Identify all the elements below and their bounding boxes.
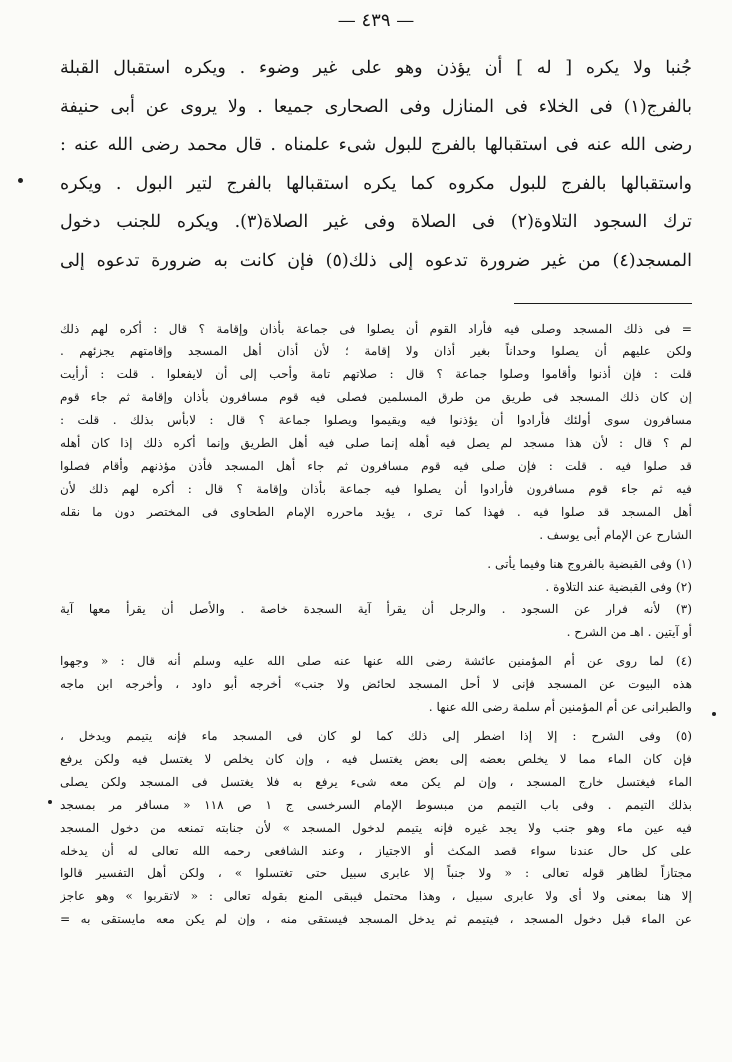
footnote-line: عن الماء قبل دخول المسجد ، فيتيمم ثم يدخل المسجد فيستقى منه ، وإن لم يكن معه مايستقى به = xyxy=(60,912,692,927)
footnote-line: بذلك التيمم . وفى باب التيمم من مبسوط الإمام السرخسى ج ١ ص ١١٨ « مسافر مر بمسجد xyxy=(60,797,692,812)
main-text-line: بالفرج(١) فى الخلاء فى المنازل وفى الصحارى جميعا . ولا يروى عن أبى حنيفة xyxy=(60,96,692,117)
book-page xyxy=(60,10,692,1050)
footnote-5 xyxy=(60,725,692,931)
footnote-line: قلت : فإن أذنوا وأقاموا وصلوا جماعة ؟ قال : صلاتهم تامة وأحب إلى أن لايفعلوا . قلت : أرأيت xyxy=(60,367,692,382)
footnote-line: ولكن عليهم أن يصلوا وحداناً بغير أذان ولا إقامة ؛ لأن أذان أهل المسجد وإقامتهم يجزئهم . xyxy=(60,344,692,359)
footnote-line: إن كان ذلك المسجد فى طريق من طرق المسلمين فصلى فيه قوم مسافرون بأذان وإقامة ثم جاء قوم xyxy=(60,390,692,405)
footnote-line: فيه عين ماء وهو جنب ولا يجد غيره فإنه يتيمم لدخول المسجد » لأن جنابته تمنعه من دخول المسجد xyxy=(60,820,692,835)
main-text-line: ترك السجود التلاوة(٢) فى الصلاة وفى غير الصلاة(٣). ويكره للجنب دخول xyxy=(60,212,692,233)
scan-speck xyxy=(48,800,52,804)
footnote-line: الماء فيغتسل خارج المسجد ، وإن لم يكن معه شىء يرفع به فلا يغتسل فى المسجد ولكن يصلى xyxy=(60,774,692,789)
footnote-line: أو آيتين . اهـ من الشرح . xyxy=(566,625,692,640)
footnote-line: والطبرانى عن أم المؤمنين أم سلمة رضى الله عنها . xyxy=(428,700,692,715)
footnote-line: (٥) وفى الشرح : إلا إذا اضطر إلى ذلك كما لو كان فى المسجد ماء فإنه يتيمم ويدخل ، xyxy=(60,728,692,743)
footnote-line: فيه ثم جاء قوم مسافرون فأرادوا أن يصلوا فيه جماعة بأذان وإقامة ؟ قال : أكره لهم ذلك لأن xyxy=(60,481,692,496)
main-text xyxy=(60,49,692,281)
footnote-line: أهل المسجد قد صلوا فيه . فهذا كما ترى ، يؤيد ماحرره الإمام الطحاوى فى المختصر دون ما نقله xyxy=(60,504,692,519)
footnote-line: هذه البيوت عن المسجد فإنى لا أحل المسجد لحائض ولا جنب» أخرجه أبو داود ، وأخرجه ابن ماجه xyxy=(60,677,692,692)
footnote-continuation xyxy=(60,318,692,547)
footnote-line: إلا هنا بمعنى ولا أى ولا عابرى سبيل ، وهذا محتمل فيبقى المنع بقوله تعالى : « لاتقربوا » وهو عاجز xyxy=(60,889,692,904)
main-text-line: رضى الله عنه فى استقبالها بالفرج للبول شىء علمناه . قال محمد رضى الله عنه : xyxy=(60,135,692,156)
main-text-line: جُنبا ولا يكره [ له ] أن يؤذن وهو على غير وضوء . ويكره استقبال القبلة xyxy=(60,58,692,78)
footnote-line: (٢) وفى القبضية عند التلاوة . xyxy=(545,579,692,594)
main-text-line: المسجد(٤) من غير ضرورة تدعوه إلى ذلك(٥) فإن كانت به ضرورة تدعوه إلى xyxy=(60,250,692,271)
footnote-line: قد صلوا فيه . قلت : فإن صلى فيه قوم مسافرون ثم جاء أهل المسجد فأذن مؤذنهم وأقام فصلوا xyxy=(60,459,692,473)
footnote-1 xyxy=(60,553,692,576)
footnote-line: مجتازاً لظاهر قوله تعالى : « ولا جنباً إلا عابرى سبيل حتى تغتسلوا » ، ولكن أهل التفسير قالوا xyxy=(60,866,692,881)
footnote-3 xyxy=(60,598,692,644)
footnote-4 xyxy=(60,650,692,719)
footnote-line: مسافرون سوى أولئك فأرادوا أن يؤذنوا فيه ويقيموا ويصلوا جماعة ؟ قال : لابأس بذلك . قلت : xyxy=(60,413,692,428)
footnote-line: لم ؟ قال : لأن هذا مسجد لم يصل فيه أهله إنما صلى فيه أهل الطريق وإنما أكره ذلك إذا كان أهله xyxy=(60,436,692,451)
footnote-line: (٣) لأنه فرار عن السجود . والرجل أن يقرأ آية السجدة خاصة . والأصل أن يقرأ معها آية xyxy=(60,602,692,617)
main-text-line: واستقبالها بالفرج للبول مكروه كما يكره استقبالها بالفرج لتير البول . ويكره xyxy=(60,173,692,194)
footnote-line: = فى ذلك المسجد وصلى فيه فأراد القوم أن يصلوا فى جماعة بأذان وإقامة ؟ قال : أكره لهم ذلك xyxy=(60,321,692,336)
footnote-separator xyxy=(514,303,692,304)
footnote-line: فإن كان الماء مما لا يخلص بعضه إلى بعض يغتسل فيه ، وإن كان يخلص لا يغتسل فيه ولكن يرفع xyxy=(60,751,692,766)
footnote-line: (٤) لما روى عن أم المؤمنين عائشة رضى الله عنها عنه صلى الله عليه وسلم أنه قال : « وجهوا xyxy=(60,654,692,669)
footnote-line: على كل حال عندنا سواء قصد المكث أو الاجتياز ، وعند الشافعى رحمه الله تعالى له أن يدخله xyxy=(60,843,692,858)
scan-speck xyxy=(18,178,23,183)
footnote-2 xyxy=(60,576,692,599)
page-number: — ٤٣٩ — xyxy=(337,10,415,31)
scan-speck xyxy=(712,712,716,716)
footnote-line: (١) وفى القبضية بالفروج هنا وفيما يأتى . xyxy=(487,556,692,571)
footnote-line: الشارح عن الإمام أبى يوسف . xyxy=(539,527,692,542)
footnotes xyxy=(60,318,692,932)
